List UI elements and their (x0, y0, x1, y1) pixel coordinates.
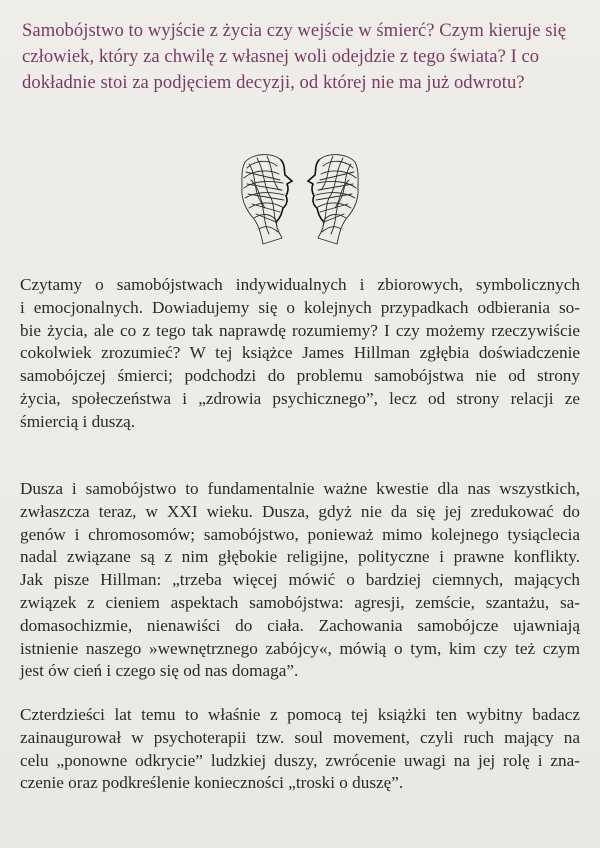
paragraph-line: nadal związane są z nim głębokie religijne, polityczne i prawne konflikty. (20, 547, 580, 567)
paragraph-line: celu „ponowne odkrycie” ludzkiej duszy, zwrócenie uwagi na jej rolę i zna- (20, 750, 580, 770)
paragraph-line: śmiercią i duszą. (20, 411, 136, 431)
paragraph-line: zwłaszcza teraz, w XXI wieku. Dusza, gdyż nie da się jej zredukować do (20, 501, 580, 521)
intro-line: Samobójstwo to wyjście z życia czy wejście w śmierć? Czym kieruje się (22, 20, 567, 41)
paragraph-line: i emocjonalnych. Dowiadujemy się o kolejnych przypadkach odbierania so- (20, 297, 580, 317)
two-faces-profile-icon (235, 150, 365, 250)
paragraph-1 (20, 274, 580, 434)
paragraph-line: samobójczej śmierci; podchodzi do problemu samobójstwa nie od strony (20, 366, 580, 386)
paragraph-line: cokolwiek zrozumieć? W tej książce James Hillman zgłębia doświadczenie (20, 343, 580, 363)
paragraph-line: Jak pisze Hillman: „trzeba więcej mówić o bardziej ciemnych, mających (20, 570, 580, 590)
paragraph-line: związek z cieniem aspektach samobójstwa: agresji, zemście, szantażu, sa- (20, 592, 580, 612)
intro-line: człowiek, który za chwilę z własnej woli odejdzie z tego świata? I co (22, 46, 540, 67)
paragraph-line: Dusza i samobójstwo to fundamentalnie ważne kwestie dla nas wszystkich, (20, 479, 580, 498)
paragraph-line: genów i chromosomów; samobójstwo, ponieważ mimo kolejnego tysiąclecia (20, 524, 580, 544)
paragraph-3 (20, 704, 580, 795)
paragraph-line: istnienie naszego »wewnętrznego zabójcy«, mówią o tym, kim czy też czym (20, 638, 580, 658)
paragraph-2 (20, 478, 580, 683)
paragraph-line: Czytamy o samobójstwach indywidualnych i zbiorowych, symbolicznych (20, 275, 580, 294)
paragraph-line: domasochizmie, nienawiści do ciała. Zachowania samobójcze ujawniają (20, 615, 580, 635)
intro-line: dokładnie stoi za podjęciem decyzji, od której nie ma już odwrotu? (22, 72, 525, 93)
paragraph-line: zainaugurował w psychoterapii tzw. soul movement, czyli ruch mający na (20, 727, 580, 747)
paragraph-line: jest ów cień i czego się od nas domaga”. (20, 661, 299, 681)
paragraph-line: życia, społeczeństwa i „zdrowia psychicznego”, lecz od strony relacji ze (20, 388, 580, 408)
paragraph-line: Czterdzieści lat temu to właśnie z pomocą tej książki ten wybitny badacz (20, 705, 580, 724)
paragraph-line: czenie oraz podkreślenie konieczności „troski o duszę”. (20, 773, 404, 793)
intro-blurb (22, 18, 587, 96)
paragraph-line: bie życia, ale co z tego tak naprawdę rozumiemy? I czy możemy rzeczywiście (20, 320, 580, 340)
